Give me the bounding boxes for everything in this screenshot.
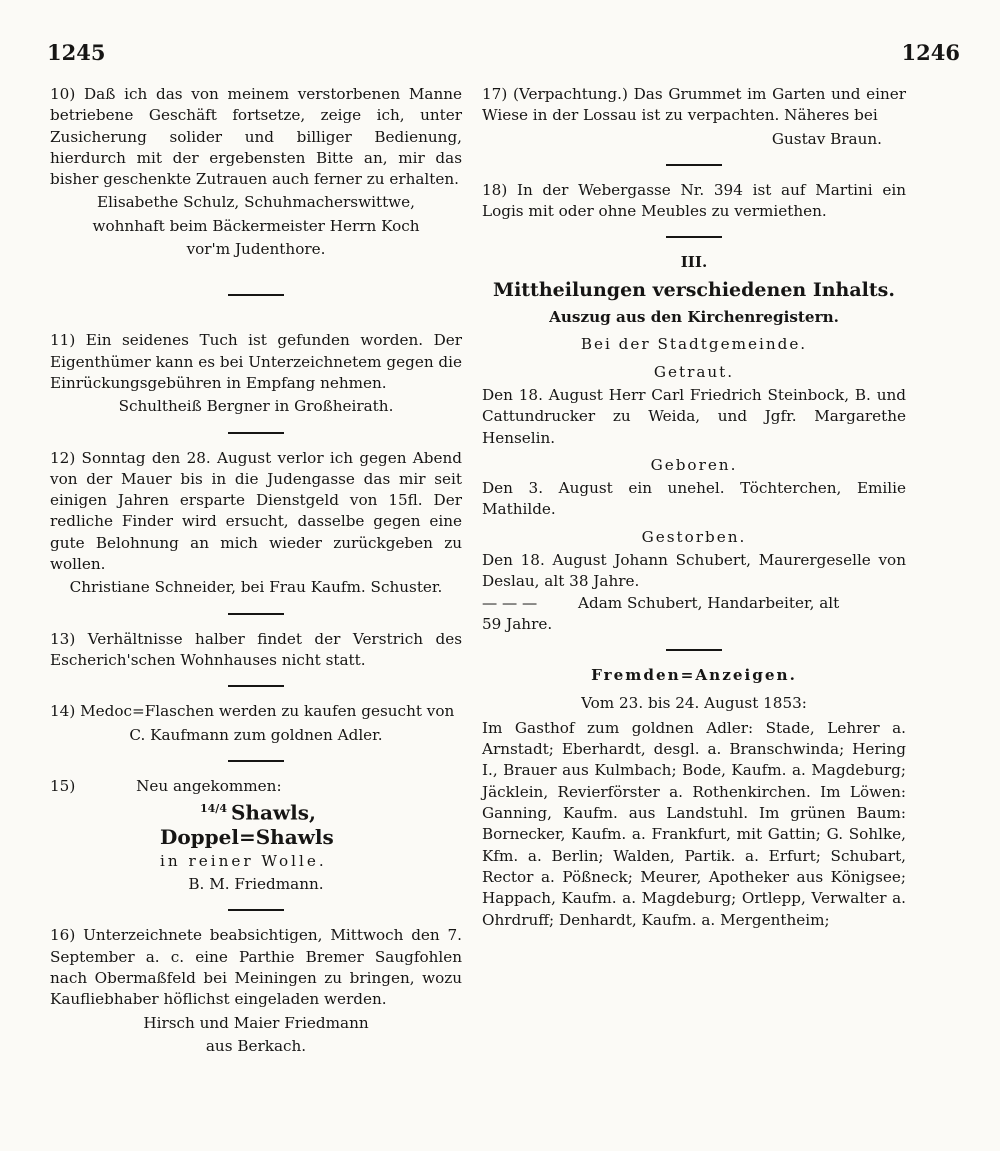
notice-16-text: 16) Unterzeichnete beabsichtigen, Mittwoch den 7. September a. c. eine Parthie Bremer Saugfohlen nach Obermaßfeld bei Meiningen zu bringen, wozu Kaufliebhaber höflichst eingeladen werden. — [50, 926, 462, 1009]
born-entry: Den 3. August ein unehel. Töchterchen, Emilie Mathilde. — [482, 479, 906, 519]
strangers-list: Im Gasthof zum goldnen Adler: Stade, Lehrer a. Arnstadt; Eberhardt, desgl. a. Branschwinda; Hering I., Brauer aus Kulmbach; Bode, Kaufm. a. Magdeburg; Jäcklein, Revierförster a. Rothenkirchen. Im Löwen: Ganning, Kaufm. aus Landstuhl. Im grünen Baum: Bornecker, Kaufm. a. Frankfurt, mit Gattin; G. Sohlke, Kfm. a. Berlin; Walden, Partik. a. Erfurt; Schubart, Rector a. Pößneck; Meurer, Apotheker aus Königsee; Happach, Kaufm. a. Magdeburg; Ortlepp, Verwalter a. Ohrdruff; Denhardt, Kaufm. a. Mergentheim; — [482, 718, 906, 929]
divider-rule — [228, 909, 284, 911]
notice-15-doppel-shawls: Doppel=Shawls — [160, 824, 334, 849]
notice-12-signature: Christiane Schneider, bei Frau Kaufm. Schuster. — [69, 578, 443, 597]
notice-16 — [50, 925, 462, 1057]
ditto-dashes: — — — — [482, 593, 538, 612]
notice-10-signature-3: vor'm Judenthore. — [186, 240, 326, 259]
notice-10-text: 10) Daß ich das von meinem verstorbenen Manne betriebene Geschäft fortsetze, zeige ich, unter Zusicherung solider und billiger Bedienung, hierdurch mit der ergebensten Bitte an, mir das bisher geschenkte Zutrauen auch ferner zu erhalten. — [50, 85, 462, 189]
notice-11-signature: Schultheiß Bergner in Großheirath. — [118, 397, 394, 416]
strangers-heading: Fremden=Anzeigen. — [591, 666, 797, 685]
divider-rule — [228, 613, 284, 615]
divider-rule — [666, 236, 722, 238]
page-number-right: 1246 — [901, 40, 960, 65]
notice-14-signature: C. Kaufmann zum goldnen Adler. — [129, 725, 383, 744]
notice-16-signature-1: Hirsch und Maier Friedmann — [143, 1013, 369, 1032]
notice-12 — [50, 448, 462, 599]
notice-15-intro: Neu angekommen: — [136, 776, 282, 795]
notice-11 — [50, 330, 462, 417]
notice-10-signature-2: wohnhaft beim Bäckermeister Herrn Koch — [92, 216, 420, 235]
died-entry-2-text: Adam Schubert, Handarbeiter, alt — [578, 593, 840, 612]
divider-rule — [228, 760, 284, 762]
notice-17 — [482, 84, 906, 150]
notice-11-text: 11) Ein seidenes Tuch ist gefunden worden. Der Eigenthümer kann es bei Unterzeichnetem gegen die Einrückungsgebühren in Empfang nehmen. — [50, 331, 462, 392]
left-column — [50, 84, 462, 1057]
notice-13 — [50, 629, 462, 672]
notice-10-signature-1: Elisabethe Schulz, Schuhmacherswittwe, — [97, 193, 415, 212]
parish-heading: Bei der Stadtgemeinde. — [580, 335, 808, 354]
notice-17-text: 17) (Verpachtung.) Das Grummet im Garten und einer Wiese in der Lossau ist zu verpachten. Näheres bei — [482, 85, 906, 125]
notice-15-fraction: 14/4 — [200, 802, 227, 816]
notice-15-shawls-line — [200, 797, 462, 825]
born-heading: Geboren. — [650, 455, 738, 474]
section-3 — [482, 252, 906, 635]
notice-12-text: 12) Sonntag den 28. August verlor ich gegen Abend von der Mauer bis in die Judengasse das mir seit einigen Jahren ersparte Dienstgeld von 15fl. Der redliche Finder wird ersucht, dasselbe gegen eine gute Belohnung an mich wieder zurückgeben zu wollen. — [50, 448, 462, 574]
notice-14-text: 14) Medoc=Flaschen werden zu kaufen gesucht von — [50, 702, 455, 721]
notice-15-advertisement — [50, 776, 462, 896]
notice-15-shawls: Shawls, — [230, 800, 316, 825]
notice-15-intro-line — [50, 776, 462, 797]
notice-15-dealer: B. M. Friedmann. — [188, 875, 324, 894]
notice-18 — [482, 180, 906, 223]
notice-15-wolle: in reiner Wolle. — [160, 851, 327, 870]
died-heading: Gestorben. — [641, 527, 747, 546]
section-number: III. — [680, 253, 708, 272]
notice-18-text: 18) In der Webergasse Nr. 394 ist auf Martini ein Logis mit oder ohne Meubles zu vermiethen. — [482, 180, 906, 221]
notice-10 — [50, 84, 462, 260]
divider-rule — [228, 432, 284, 434]
notice-16-signature-2: aus Berkach. — [205, 1036, 307, 1055]
divider-rule — [666, 164, 722, 166]
divider-rule — [666, 649, 722, 651]
died-entry-1: Den 18. August Johann Schubert, Maurergeselle von Deslau, alt 38 Jahre. — [482, 551, 906, 591]
married-entry: Den 18. August Herr Carl Friedrich Steinbock, B. und Cattundrucker zu Weida, und Jgfr. Margarethe Henselin. — [482, 385, 906, 447]
divider-rule — [228, 294, 284, 296]
divider-rule — [228, 685, 284, 687]
strangers-date: Vom 23. bis 24. August 1853: — [581, 693, 807, 712]
married-heading: Getraut. — [653, 362, 735, 381]
notice-15-number: 15) — [50, 776, 76, 795]
right-column — [482, 84, 906, 931]
died-entry-2-end: 59 Jahre. — [482, 614, 553, 633]
died-entry-2 — [482, 593, 906, 614]
strangers-notices — [482, 665, 906, 931]
notice-14 — [50, 701, 462, 746]
section-subtitle: Auszug aus den Kirchenregistern. — [549, 308, 839, 327]
page-number-left: 1245 — [47, 40, 106, 65]
notice-17-signature: Gustav Braun. — [771, 129, 882, 148]
section-title: Mittheilungen verschiedenen Inhalts. — [493, 278, 895, 301]
notice-13-text: 13) Verhältnisse halber findet der Verstrich des Escherich'schen Wohnhauses nicht statt. — [50, 629, 462, 669]
